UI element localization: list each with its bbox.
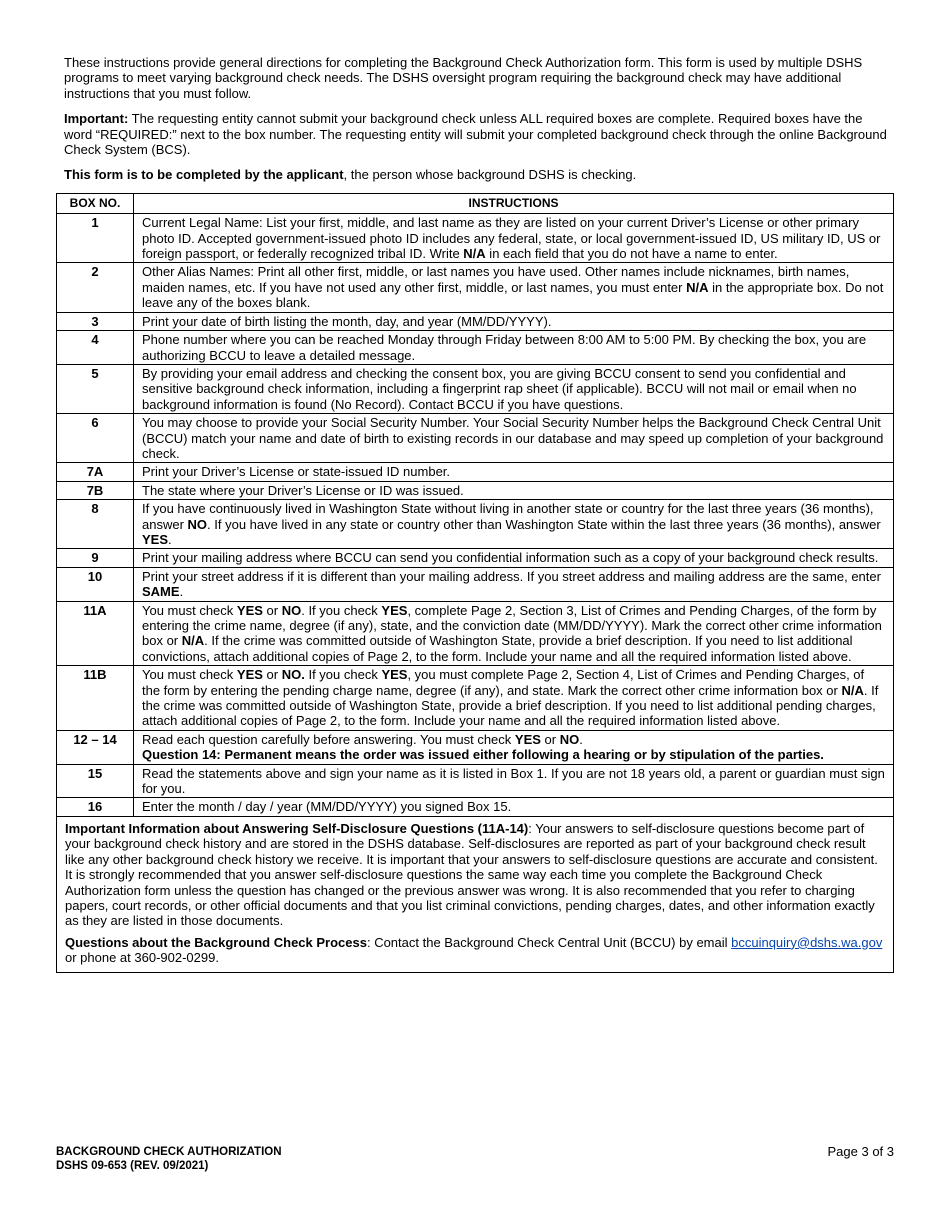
instruction-text: Enter the month / day / year (MM/DD/YYYY) you signed Box 15. bbox=[134, 798, 894, 816]
table-row bbox=[57, 414, 894, 463]
emphasis-text: YES bbox=[514, 731, 541, 747]
table-row bbox=[57, 798, 894, 816]
instruction-text: Read each question carefully before answering. You must check YES or NO. Question 14: Permanent means the order was issued either following a hearing or by stipulation of the parties. bbox=[134, 730, 894, 764]
emphasis-text: NO bbox=[559, 731, 580, 747]
form-number: DSHS 09-653 (REV. 09/2021) bbox=[56, 1160, 209, 1172]
instructions-table-body bbox=[57, 214, 894, 817]
table-row bbox=[57, 364, 894, 413]
table-row bbox=[57, 214, 894, 263]
questions-note bbox=[65, 935, 885, 966]
questions-text: : Contact the Background Check Central Unit (BCCU) by email bbox=[366, 934, 732, 950]
emphasis-text: Question 14: Permanent means the order was issued either following a hearing or by stipulation of the parties. bbox=[142, 747, 824, 763]
box-number: 1 bbox=[57, 214, 134, 263]
instruction-text: Print your street address if it is different than your mailing address. If you street address and mailing address are the same, enter SAME. bbox=[134, 567, 894, 601]
emphasis-text: SAME bbox=[142, 584, 180, 600]
box-number: 5 bbox=[57, 364, 134, 413]
table-row bbox=[57, 764, 894, 798]
box-number: 3 bbox=[57, 312, 134, 330]
box-number: 2 bbox=[57, 263, 134, 312]
table-row bbox=[57, 481, 894, 499]
form-footer bbox=[56, 1145, 894, 1173]
self-disclosure-note bbox=[65, 821, 885, 929]
table-row bbox=[57, 312, 894, 330]
box-number: 7A bbox=[57, 463, 134, 481]
instruction-text: Print your mailing address where BCCU can send you confidential information such as a copy of your background check results. bbox=[134, 549, 894, 567]
applicant-label: This form is to be completed by the applicant bbox=[64, 167, 344, 183]
table-row bbox=[57, 463, 894, 481]
emphasis-text: N/A bbox=[841, 682, 864, 698]
table-header-row bbox=[57, 193, 894, 213]
table-row bbox=[57, 549, 894, 567]
instruction-text: Phone number where you can be reached Monday through Friday between 8:00 AM to 5:00 PM. By checking the box, you are authorizing BCCU to leave a detailed message. bbox=[134, 331, 894, 365]
instruction-text: Print your date of birth listing the month, day, and year (MM/DD/YYYY). bbox=[134, 312, 894, 330]
page-number: Page 3 of 3 bbox=[827, 1144, 894, 1159]
emphasis-text: YES bbox=[381, 602, 408, 618]
emphasis-text: N/A bbox=[463, 246, 486, 262]
emphasis-text: N/A bbox=[686, 279, 709, 295]
instruction-text: The state where your Driver’s License or ID was issued. bbox=[134, 481, 894, 499]
table-row bbox=[57, 730, 894, 764]
box-number: 7B bbox=[57, 481, 134, 499]
document-page bbox=[56, 55, 894, 973]
emphasis-text: N/A bbox=[181, 633, 205, 649]
instruction-text: You must check YES or NO. If you check YES, complete Page 2, Section 3, List of Crimes and Pending Charges, of the form by entering the crime name, degree (if any), state, and the conviction date (MM/DD/YYYY). Mark the correct other crime information box or N/A. If the crime was committed outside of Washington State, provide a brief description. If you need to list additional convictions, attach additional copies of Page 2, to the form. Include your name and all the required information listed above. bbox=[134, 601, 894, 666]
applicant-text: , the person whose background DSHS is checking. bbox=[343, 167, 637, 183]
emphasis-text: YES bbox=[142, 531, 169, 547]
box-number: 4 bbox=[57, 331, 134, 365]
box-number: 16 bbox=[57, 798, 134, 816]
form-title: BACKGROUND CHECK AUTHORIZATION bbox=[56, 1146, 282, 1158]
table-row bbox=[57, 331, 894, 365]
email-link[interactable]: bccuinquiry@dshs.wa.gov bbox=[731, 934, 883, 950]
table-row bbox=[57, 601, 894, 666]
important-label: Important: bbox=[64, 111, 129, 127]
emphasis-text: NO bbox=[187, 516, 208, 532]
emphasis-text: YES bbox=[236, 602, 263, 618]
applicant-paragraph bbox=[64, 167, 894, 182]
important-text: The requesting entity cannot submit your background check unless ALL required boxes are complete. Required boxes have the word “REQUIRED:” next to the box number. The requesting entity will submit your completed background check through the online Background Check System (BCS). bbox=[64, 111, 887, 158]
emphasis-text: NO bbox=[281, 602, 302, 618]
box-number: 8 bbox=[57, 500, 134, 549]
table-row bbox=[57, 263, 894, 312]
instructions-table bbox=[56, 193, 894, 817]
instruction-text: Other Alias Names: Print all other first, middle, or last names you have used. Other names include nicknames, birth names, maiden names, etc. If you have not used any other first, middle, or last names, you must enter N/A in the appropriate box. Do not leave any of the boxes blank. bbox=[134, 263, 894, 312]
box-number: 12 – 14 bbox=[57, 730, 134, 764]
questions-label: Questions about the Background Check Process bbox=[65, 934, 367, 950]
table-row bbox=[57, 500, 894, 549]
instruction-text: You must check YES or NO. If you check YES, you must complete Page 2, Section 4, List of Crimes and Pending Charges, of the form by entering the pending charge name, degree (if any), and state. Mark the correct other crime information box or N/A. If the crime was committed outside of Washington State, provide a brief description. If you need to list additional pending charges, attach additional copies of Page 2, to the form. Include your name and all the required information listed above. bbox=[134, 666, 894, 731]
self-disclosure-label: Important Information about Answering Self-Disclosure Questions (11A-14) bbox=[65, 820, 529, 836]
box-number: 11B bbox=[57, 666, 134, 731]
emphasis-text: NO. bbox=[281, 667, 305, 683]
instruction-text: Read the statements above and sign your name as it is listed in Box 1. If you are not 18 years old, a parent or guardian must sign for you. bbox=[134, 764, 894, 798]
questions-tail: or phone at 360-902-0299. bbox=[65, 950, 219, 966]
box-number: 15 bbox=[57, 764, 134, 798]
box-number: 6 bbox=[57, 414, 134, 463]
important-paragraph bbox=[64, 111, 894, 157]
emphasis-text: YES bbox=[381, 667, 408, 683]
header-instructions: INSTRUCTIONS bbox=[134, 193, 894, 213]
intro-paragraph: These instructions provide general directions for completing the Background Check Authorization form. This form is used by multiple DSHS programs to meet varying background check needs. The DSHS oversight program requiring the background check may have additional instructions that you must follow. bbox=[64, 55, 863, 101]
table-row bbox=[57, 666, 894, 731]
instruction-text: If you have continuously lived in Washington State without living in another state or country for the last three years (36 months), answer NO. If you have lived in any state or country other than Washington State within the last three years (36 months), answer YES. bbox=[134, 500, 894, 549]
instruction-text: Print your Driver’s License or state-issued ID number. bbox=[134, 463, 894, 481]
intro-section bbox=[56, 55, 894, 183]
self-disclosure-text: : Your answers to self-disclosure questions become part of your background check history and are stored in the DSHS database. Self-disclosures are reported as part of your background check result like any other background check history we receive. It is important that your answers to self-disclosure questions are accurate and consistent. It is strongly recommended that you answer self-disclosure questions the same way each time you complete the Background Check Authorization form unless the question has changed or the previous answer was wrong. It is also recommended that you refer to charging papers, court records, or other official documents and that you list criminal convictions, pending charges, dates, and other information exactly as they are listed in those documents. bbox=[65, 820, 878, 929]
table-row bbox=[57, 567, 894, 601]
box-number: 10 bbox=[57, 567, 134, 601]
instruction-text: You may choose to provide your Social Security Number. Your Social Security Number helps the Background Check Central Unit (BCCU) match your name and date of birth to existing records in our database and may speed up completion of your background check. bbox=[134, 414, 894, 463]
box-number: 9 bbox=[57, 549, 134, 567]
notes-box bbox=[56, 817, 894, 973]
box-number: 11A bbox=[57, 601, 134, 666]
instruction-text: By providing your email address and checking the consent box, you are giving BCCU consent to send you confidential and sensitive background check information, including a fingerprint rap sheet (if applicable). BCCU will not mail or email when no background information is found (No Record). Contact BCCU if you have questions. bbox=[134, 364, 894, 413]
emphasis-text: YES bbox=[236, 667, 263, 683]
header-box-no: BOX NO. bbox=[57, 193, 134, 213]
instruction-text: Current Legal Name: List your first, middle, and last name as they are listed on your current Driver’s License or other primary photo ID. Accepted government-issued photo ID includes any federal, state, or local government-issued ID, US military ID, US or foreign passport, or federally recognized tribal ID. Write N/A in each field that you do not have a name to enter. bbox=[134, 214, 894, 263]
